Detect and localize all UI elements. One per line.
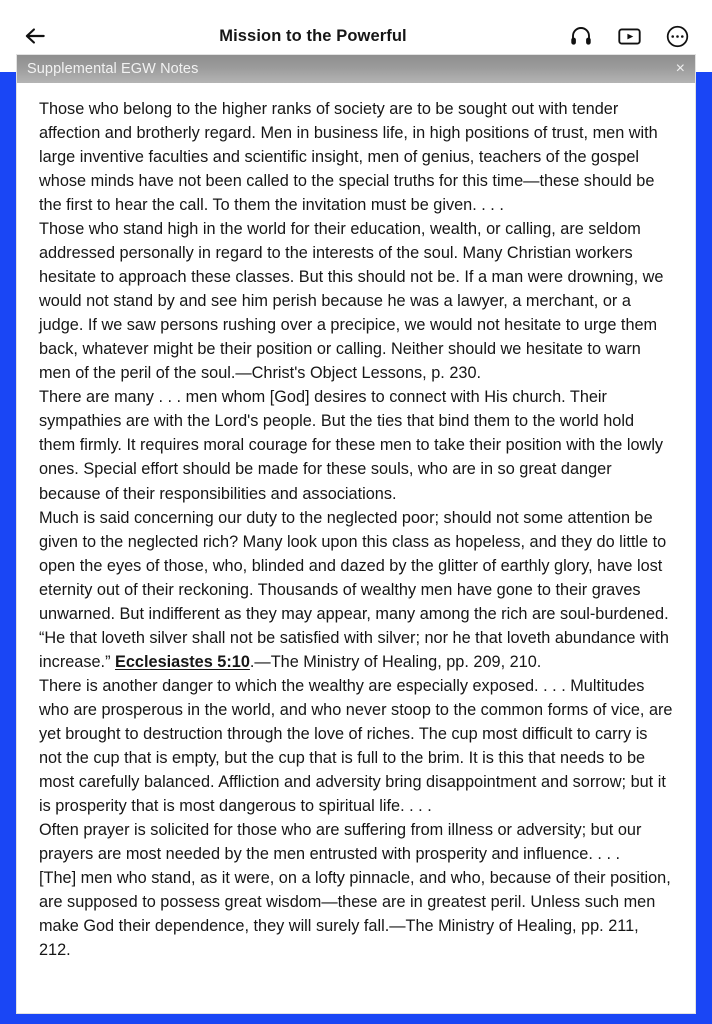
video-icon bbox=[617, 24, 642, 49]
scripture-reference-link[interactable]: Ecclesiastes 5:10 bbox=[115, 652, 250, 671]
note-paragraph-with-scripture bbox=[39, 506, 673, 674]
headphones-button[interactable] bbox=[568, 23, 594, 49]
more-options-button[interactable] bbox=[664, 23, 690, 49]
supplemental-notes-panel bbox=[16, 54, 696, 1014]
app-bar-actions bbox=[568, 23, 694, 49]
panel-header bbox=[17, 55, 695, 83]
back-button[interactable] bbox=[18, 19, 52, 53]
close-icon[interactable]: × bbox=[675, 60, 685, 77]
more-options-icon bbox=[665, 24, 690, 49]
note-paragraph: [The] men who stand, as it were, on a lofty pinnacle, and who, because of their position, are supposed to possess great wisdom—these are in greatest peril. Unless such men make God their dependence, they will surely fall.—The Ministry of Healing, pp. 211, 212. bbox=[39, 869, 671, 960]
video-button[interactable] bbox=[616, 23, 642, 49]
note-text-after: .—The Ministry of Healing, pp. 209, 210. bbox=[249, 652, 542, 671]
page-title: Mission to the Powerful bbox=[219, 26, 407, 45]
note-paragraph: Those who stand high in the world for their education, wealth, or calling, are seldom addressed personally in regard to the interests of the soul. Many Christian workers hesitate to approach these classes. But this should not be. If a man were drowning, we would not stand by and see him perish because he was a lawyer, a merchant, or a judge. If we saw persons rushing over a precipice, we would not hesitate to urge them back, whatever might be their position or calling. Neither should we hesitate to warn men of the peril of the soul.—Christ's Object Lessons, p. 230. bbox=[39, 220, 664, 383]
note-paragraph: There are many . . . men whom [God] desires to connect with His church. Their sympathies are with the Lord's people. But the ties that bind them to the world hold them firmly. It requires moral courage for these men to take their position with the lowly ones. Special effort should be made for these souls, who are in so great danger because of their responsibilities and associations. bbox=[39, 388, 664, 503]
headphones-icon bbox=[569, 24, 593, 48]
arrow-left-icon bbox=[22, 23, 48, 49]
note-paragraph: Those who belong to the higher ranks of society are to be sought out with tender affection and brotherly regard. Men in business life, in high positions of trust, men with large inventive faculties and scientific insight, men of genius, teachers of the gospel whose minds have not been called to the special truths for this time—these should be the first to hear the call. To them the invitation must be given. . . . bbox=[39, 100, 658, 215]
panel-title: Supplemental EGW Notes bbox=[27, 61, 199, 77]
panel-body bbox=[17, 83, 695, 1013]
note-paragraph: There is another danger to which the wealthy are especially exposed. . . . Multitudes who are prosperous in the world, and who never stoop to the common forms of vice, are yet brought to destruction through the love of riches. The cup most difficult to carry is not the cup that is empty, but the cup that is full to the brim. It is this that needs to be most carefully balanced. Affliction and adversity bring disappointment and sorrow; but it is prosperity that is most dangerous to spiritual life. . . . bbox=[39, 676, 673, 815]
note-text-before: Much is said concerning our duty to the neglected poor; should not some attention be given to the neglected rich? Many look upon this class as hopeless, and they do little to open the eyes of those, who, blinded and dazed by the glitter of earthly glory, have lost eternity out of their reckoning. Thousands of wealthy men have gone to their graves unwarned. But indifferent as they may appear, many among the rich are soul-burdened. “He that loveth silver shall not be satisfied with silver; nor he that loveth abundance with increase.” bbox=[39, 508, 669, 671]
note-paragraph: Often prayer is solicited for those who are suffering from illness or adversity; but our prayers are most needed by the men entrusted with prosperity and influence. . . . bbox=[39, 820, 642, 863]
